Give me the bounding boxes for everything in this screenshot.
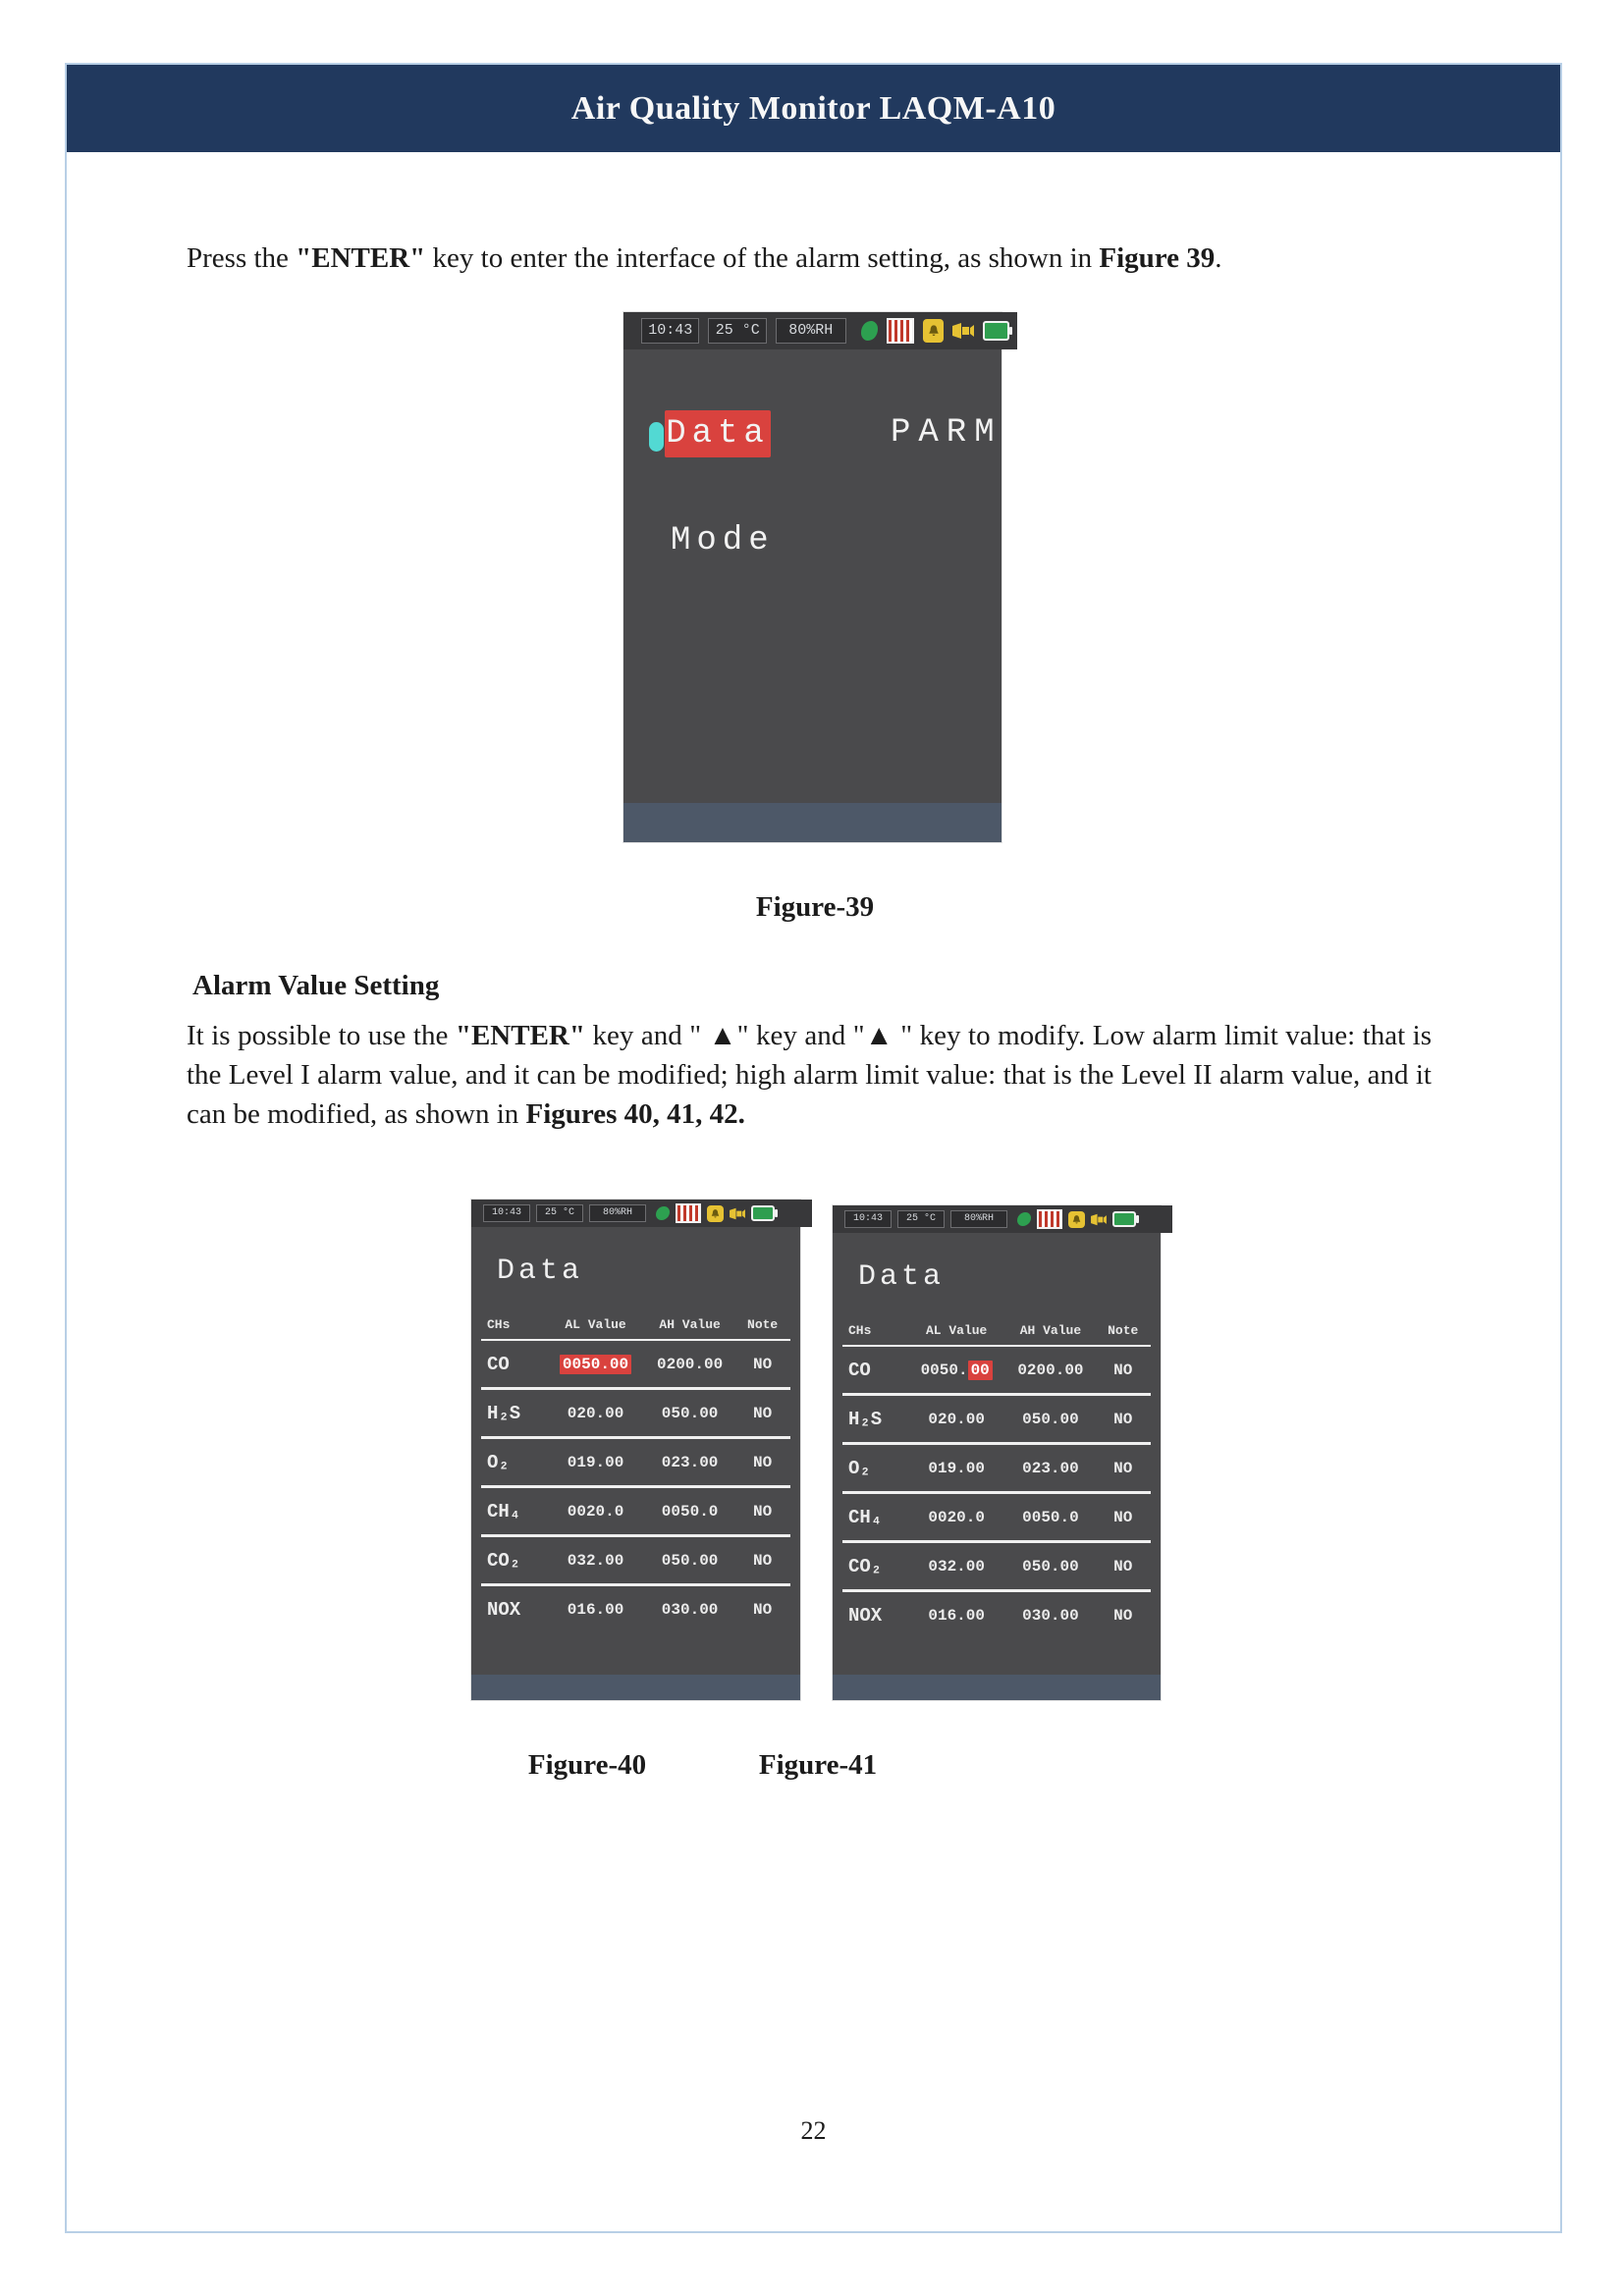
- paragraph-alarm-instructions: [187, 1016, 1432, 1134]
- cell-al[interactable]: [907, 1362, 1005, 1379]
- speaker-glyph: [952, 322, 974, 340]
- column-header-ah-value: AH Value: [659, 1316, 721, 1332]
- cell-note: NO: [753, 1600, 773, 1619]
- cell-al: 020.00: [567, 1404, 624, 1422]
- status-bar: [833, 1205, 1172, 1233]
- cell-gas: NOX: [848, 1604, 883, 1627]
- text-segment: key to enter the interface of the alarm setting, as shown in: [425, 242, 1100, 274]
- cell-note: NO: [1113, 1557, 1133, 1575]
- cell-ah: 0050.0: [1022, 1508, 1079, 1526]
- temperature-readout: 25 °C: [536, 1204, 583, 1222]
- table-header-row: [842, 1315, 1151, 1347]
- figure-41-caption: Figure-41: [758, 1749, 878, 1781]
- status-bar: [623, 312, 1017, 349]
- cell-gas: CO: [848, 1359, 871, 1381]
- cell-note: NO: [1113, 1508, 1133, 1526]
- gas-row-CH₄: [842, 1494, 1151, 1543]
- enter-key-label: "ENTER": [296, 242, 426, 274]
- cell-note: NO: [753, 1453, 773, 1471]
- cell-ah: 050.00: [1022, 1557, 1079, 1575]
- column-header-al-value: AL Value: [565, 1316, 626, 1332]
- cell-gas: O₂: [487, 1451, 510, 1473]
- page-number: 22: [800, 2116, 827, 2145]
- screen-title: Data: [497, 1255, 584, 1288]
- alert-icon: [707, 1205, 724, 1222]
- section-heading-alarm-value-setting: Alarm Value Setting: [192, 970, 440, 1001]
- record-stripes-icon: [887, 318, 914, 344]
- cell-note: NO: [753, 1551, 773, 1570]
- cell-ah: 023.00: [1022, 1459, 1079, 1477]
- screen-bottom-bar: [623, 803, 1001, 842]
- text-segment: .: [1215, 242, 1222, 274]
- cell-note: NO: [753, 1502, 773, 1521]
- column-header-ah-value: AH Value: [1019, 1322, 1082, 1338]
- column-header-chs: CHs: [848, 1322, 872, 1338]
- cell-ah: 023.00: [661, 1453, 719, 1471]
- cell-ah: 0200.00: [1017, 1361, 1084, 1379]
- cell-al: 019.00: [567, 1453, 624, 1471]
- bell-glyph: [927, 324, 941, 338]
- humidity-readout: 80%RH: [950, 1210, 1007, 1228]
- speaker-icon: [730, 1207, 745, 1220]
- speaker-icon: [952, 322, 974, 340]
- cell-gas: CO: [487, 1353, 510, 1375]
- cell-gas: CH₄: [848, 1506, 883, 1528]
- battery-icon: [983, 321, 1009, 341]
- gas-row-CO₂: [842, 1543, 1151, 1592]
- clock-readout: 10:43: [641, 318, 699, 344]
- battery-icon: [751, 1205, 775, 1221]
- gas-row-O₂: [842, 1445, 1151, 1494]
- cell-note: NO: [753, 1404, 773, 1422]
- column-header-al-value: AL Value: [925, 1322, 988, 1338]
- battery-icon: [1112, 1211, 1136, 1227]
- leaf-icon: [656, 1206, 670, 1220]
- clock-readout: 10:43: [483, 1204, 530, 1222]
- figure-39-reference: Figure 39: [1099, 242, 1216, 274]
- speaker-glyph: [1091, 1213, 1107, 1226]
- record-stripes-icon: [1037, 1209, 1062, 1229]
- cell-al: 032.00: [928, 1557, 985, 1575]
- menu-item-mode[interactable]: Mode: [671, 522, 775, 560]
- selection-pointer-icon: [649, 422, 664, 452]
- gas-row-CO: [481, 1341, 790, 1390]
- menu-item-parm[interactable]: PARM: [891, 414, 1002, 452]
- cell-gas: CH₄: [487, 1500, 521, 1522]
- record-stripes-icon: [676, 1203, 701, 1223]
- cell-al: 016.00: [567, 1600, 624, 1619]
- cell-al: 020.00: [928, 1410, 985, 1428]
- menu-item-label: Data: [666, 415, 770, 453]
- speaker-glyph: [730, 1207, 745, 1220]
- cell-note: NO: [753, 1355, 773, 1373]
- temperature-readout: 25 °C: [708, 318, 766, 344]
- text-segment: key and " ▲" key and "▲ " key to modify. Low alarm limit value: that is the Level I alarm value, and it can be modified; high alarm limit value: that is the Level II alarm value, and it can be modified, as shown in: [187, 1020, 1432, 1130]
- cell-al: 019.00: [928, 1459, 985, 1477]
- cell-al: 0020.0: [567, 1502, 624, 1521]
- bell-glyph: [1071, 1214, 1082, 1225]
- screen-bottom-bar: [833, 1675, 1161, 1700]
- gas-row-NOX: [842, 1592, 1151, 1638]
- figure-40-screen: [471, 1200, 800, 1700]
- cell-ah: 0050.0: [661, 1502, 719, 1521]
- cell-ah: 030.00: [661, 1600, 719, 1619]
- leaf-icon: [1017, 1212, 1031, 1226]
- figure-39-caption: Figure-39: [755, 891, 875, 923]
- column-header-chs: CHs: [487, 1316, 511, 1332]
- cell-al: 0020.0: [928, 1508, 985, 1526]
- cell-gas: CO₂: [487, 1549, 521, 1572]
- screen-bottom-bar: [471, 1675, 800, 1700]
- leaf-icon: [861, 321, 878, 341]
- gas-row-O₂: [481, 1439, 790, 1488]
- cell-ah: 050.00: [661, 1551, 719, 1570]
- menu-item-data-selected[interactable]: [665, 410, 771, 457]
- table-body: [842, 1347, 1151, 1638]
- cell-ah: 0200.00: [657, 1355, 724, 1373]
- cell-gas: H₂S: [848, 1408, 883, 1430]
- cell-ah: 030.00: [1022, 1606, 1079, 1625]
- cell-note: NO: [1113, 1361, 1133, 1379]
- cell-al: 016.00: [928, 1606, 985, 1625]
- cell-gas: H₂S: [487, 1402, 521, 1424]
- enter-key-label: "ENTER": [455, 1020, 585, 1051]
- cell-note: NO: [1113, 1459, 1133, 1477]
- screen-title: Data: [858, 1260, 946, 1294]
- cell-ah: 050.00: [1022, 1410, 1079, 1428]
- page-header-bar: [67, 65, 1560, 152]
- alert-icon: [923, 319, 944, 343]
- highlighted-digit: 00: [968, 1361, 993, 1380]
- text-segment: It is possible to use the: [187, 1020, 456, 1051]
- cell-note: NO: [1113, 1410, 1133, 1428]
- temperature-readout: 25 °C: [897, 1210, 945, 1228]
- figure-41-screen: [833, 1205, 1161, 1700]
- alert-icon: [1068, 1211, 1085, 1228]
- humidity-readout: 80%RH: [589, 1204, 646, 1222]
- column-header-note: Note: [747, 1316, 779, 1332]
- figures-40-41-42-reference: Figures 40, 41, 42.: [525, 1098, 745, 1130]
- gas-row-NOX: [481, 1586, 790, 1632]
- page-border-frame: [65, 63, 1562, 2233]
- clock-readout: 10:43: [844, 1210, 892, 1228]
- figure-40-caption: Figure-40: [527, 1749, 647, 1781]
- gas-row-CH₄: [481, 1488, 790, 1537]
- figure-39-screen: [623, 312, 1001, 842]
- table-body: [481, 1341, 790, 1632]
- cell-al: 032.00: [567, 1551, 624, 1570]
- column-header-note: Note: [1108, 1322, 1139, 1338]
- bell-glyph: [710, 1208, 721, 1219]
- table-header-row: [481, 1309, 790, 1341]
- gas-row-CO: [842, 1347, 1151, 1396]
- gas-row-H₂S: [842, 1396, 1151, 1445]
- gas-row-H₂S: [481, 1390, 790, 1439]
- cell-note: NO: [1113, 1606, 1133, 1625]
- paragraph-press-enter: [187, 239, 1432, 278]
- cell-gas: CO₂: [848, 1555, 883, 1577]
- gas-row-CO₂: [481, 1537, 790, 1586]
- alarm-values-table: [481, 1309, 790, 1632]
- cell-al[interactable]: [546, 1356, 645, 1373]
- highlighted-value: 0050.00: [560, 1355, 631, 1374]
- value-prefix: 0050.: [920, 1361, 968, 1379]
- cell-gas: O₂: [848, 1457, 871, 1479]
- page-title: Air Quality Monitor LAQM-A10: [570, 90, 1056, 127]
- cell-ah: 050.00: [661, 1404, 719, 1422]
- status-bar: [471, 1200, 812, 1227]
- alarm-values-table: [842, 1315, 1151, 1638]
- humidity-readout: 80%RH: [776, 318, 846, 344]
- speaker-icon: [1091, 1213, 1107, 1226]
- text-segment: Press the: [187, 242, 297, 274]
- cell-gas: NOX: [487, 1598, 521, 1621]
